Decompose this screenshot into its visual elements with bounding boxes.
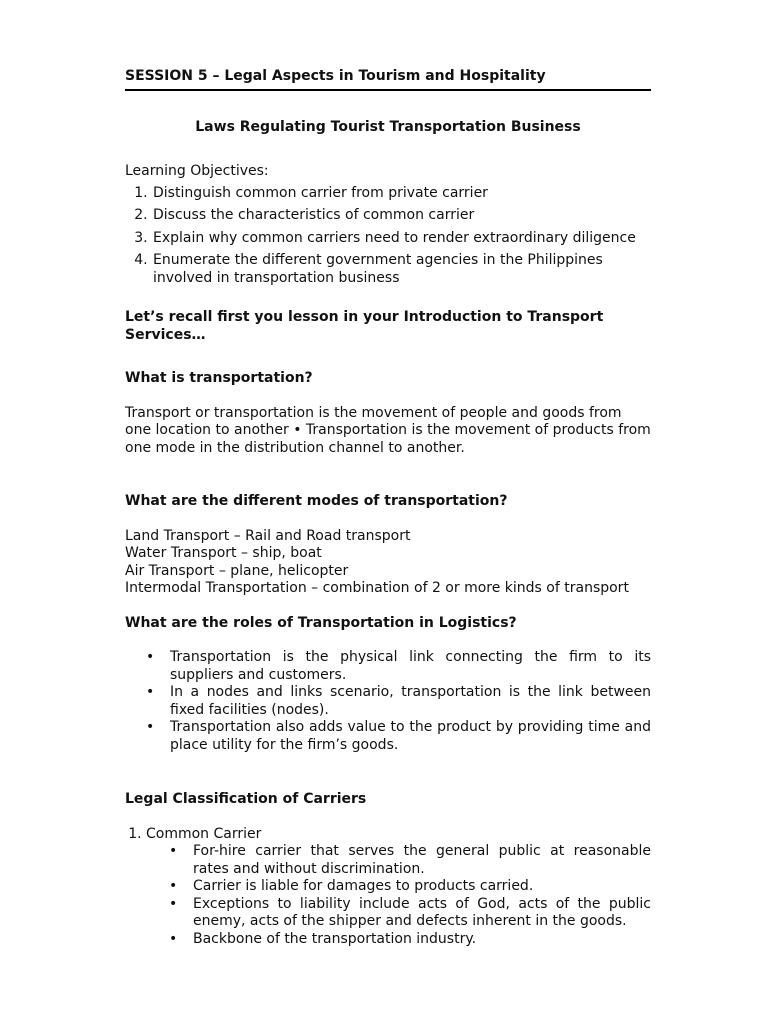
transportation-paragraph: Transport or transportation is the movement of people and goods from one location to another • Transportation is the movement of products from one mode in the distribution channel to another. — [125, 404, 651, 456]
session-header: SESSION 5 – Legal Aspects in Tourism and Hospitality — [125, 68, 651, 91]
carrier-point: • For-hire carrier that serves the general public at reasonable rates and without discrimination. — [193, 843, 651, 878]
objective-item: 3. Explain why common carriers need to render extraordinary diligence — [152, 230, 651, 248]
carrier-point: • Exceptions to liability include acts of God, acts of the public enemy, acts of the shipper and defects inherent in the goods. — [193, 896, 651, 931]
document-title: Laws Regulating Tourist Transportation Business — [195, 118, 581, 135]
role-item: • Transportation also adds value to the product by providing time and place utility for the firm’s goods. — [170, 719, 651, 754]
objectives-label: Learning Objectives: — [125, 163, 269, 179]
objective-item: 2. Discuss the characteristics of common carrier — [152, 207, 651, 225]
mode-line: Air Transport – plane, helicopter — [125, 562, 349, 579]
carrier-point: • Carrier is liable for damages to products carried. — [193, 878, 651, 896]
mode-line: Intermodal Transportation – combination of 2 or more kinds of transport — [125, 580, 629, 596]
objective-item: 4. Enumerate the different government agencies in the Philippines involved in transportation business — [152, 252, 651, 287]
recall-heading: Let’s recall first you lesson in your Introduction to Transport Services… — [125, 309, 604, 343]
role-item: • Transportation is the physical link connecting the firm to its suppliers and customers. — [170, 649, 651, 684]
carriers-list — [125, 826, 651, 949]
carrier-points — [146, 843, 651, 948]
modes-heading: What are the different modes of transportation? — [125, 493, 508, 509]
carrier-point: • Backbone of the transportation industry. — [193, 931, 651, 949]
transportation-heading: What is transportation? — [125, 370, 313, 386]
role-item: • In a nodes and links scenario, transportation is the link between fixed facilities (nodes). — [170, 684, 651, 719]
objectives-list — [125, 185, 651, 288]
objective-item: 1. Distinguish common carrier from private carrier — [152, 185, 651, 203]
carrier-item — [146, 826, 651, 949]
mode-line: Water Transport – ship, boat — [125, 545, 322, 561]
roles-heading: What are the roles of Transportation in Logistics? — [125, 614, 517, 631]
roles-list — [125, 649, 651, 754]
mode-line: Land Transport – Rail and Road transport — [125, 527, 411, 544]
document-page — [125, 68, 651, 948]
modes-list — [125, 528, 651, 598]
legal-heading: Legal Classification of Carriers — [125, 791, 367, 807]
carrier-name: Common Carrier — [146, 825, 262, 842]
